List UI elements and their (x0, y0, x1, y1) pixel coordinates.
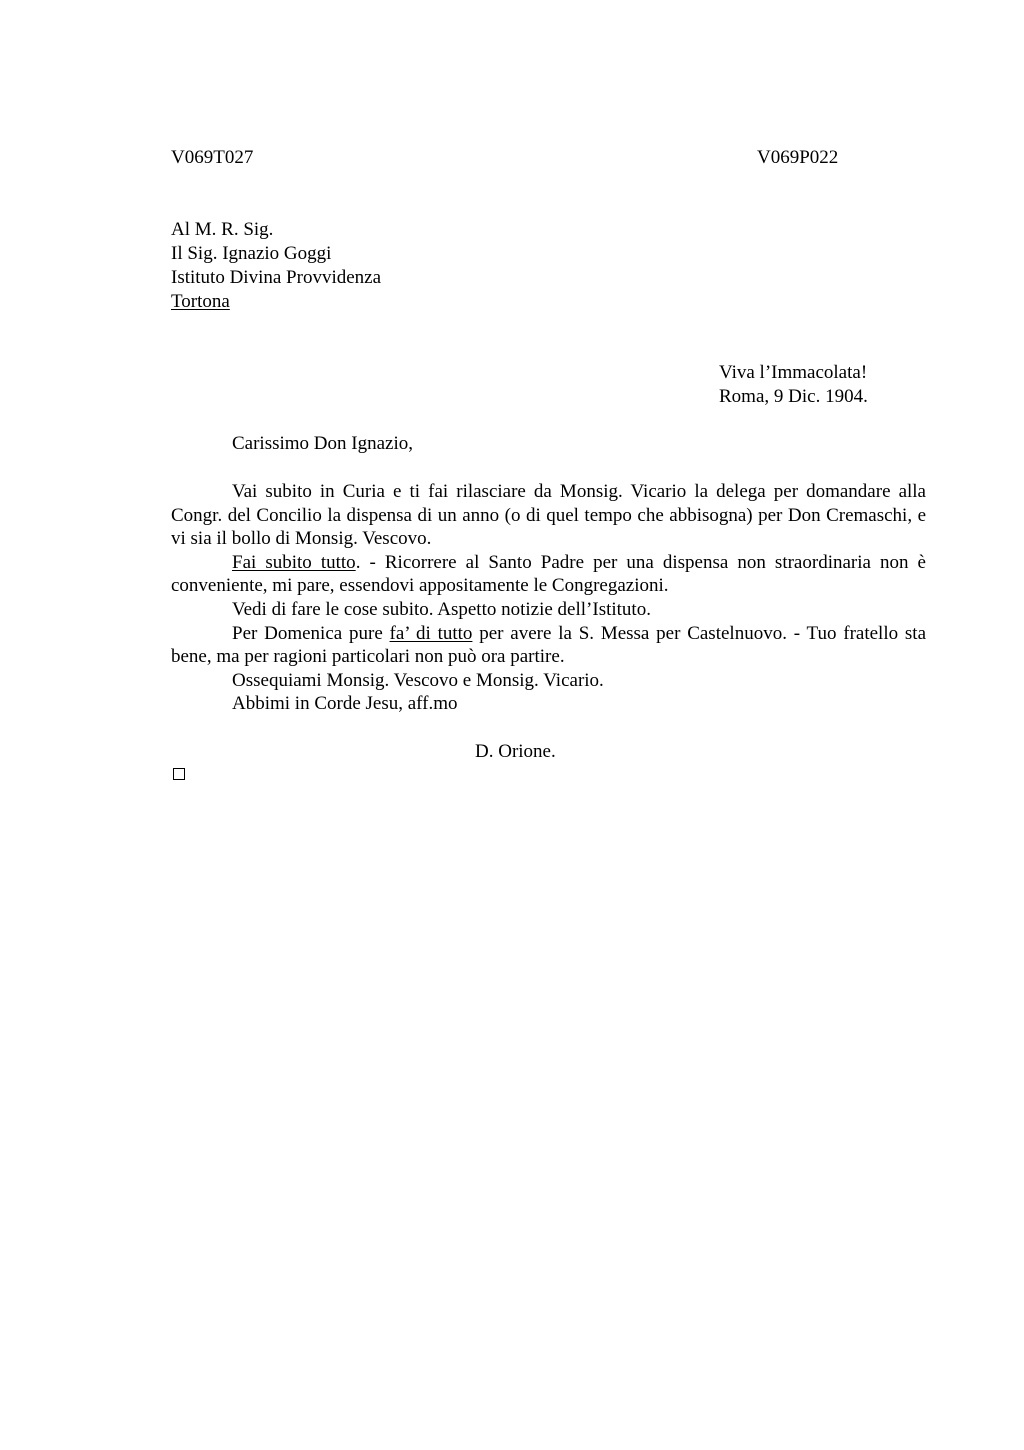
letter-body (171, 480, 926, 716)
closing-line: Abbimi in Corde Jesu, aff.mo (232, 693, 458, 715)
salutation: Carissimo Don Ignazio, (232, 433, 414, 454)
address-city: Tortona (171, 291, 230, 312)
heading-motto: Viva l’Immacolata! (719, 362, 868, 383)
paragraph-4-start: Per Domenica pure (232, 622, 390, 644)
paragraph-3: Vedi di fare le cose subito. Aspetto notizie dell’Istituto. (232, 598, 651, 620)
paragraph-2-text: . - Ricorrere al Santo Padre per una dispensa non straordinaria non è conveniente, mi pare, essendovi appositamente le Congregazioni. (171, 551, 926, 597)
underlined-phrase: fa’ di tutto (389, 622, 473, 644)
paragraph-1: Vai subito in Curia e ti fai rilasciare da Monsig. Vicario la delega per domandare alla Congr. del Concilio la dispensa di un anno (o di quel tempo che abbisogna) per Don Cremaschi, e vi sia il bollo di Monsig. Vescovo. (171, 481, 926, 550)
heading-place-date: Roma, 9 Dic. 1904. (719, 386, 868, 407)
paragraph-4 (171, 622, 926, 669)
address-line-2: Il Sig. Ignazio Goggi (171, 243, 332, 264)
paragraph-5: Ossequiami Monsig. Vescovo e Monsig. Vicario. (232, 669, 604, 691)
signature: D. Orione. (475, 741, 556, 762)
end-marker-box (173, 768, 185, 780)
address-line-3: Istituto Divina Provvidenza (171, 267, 382, 288)
document-code-right: V069P022 (757, 147, 839, 168)
document-code-left: V069T027 (171, 147, 254, 168)
address-line-1: Al M. R. Sig. (171, 219, 274, 240)
underlined-phrase: Fai subito tutto (232, 551, 356, 573)
paragraph-4-text: per avere la S. Messa per Castelnuovo. - Tuo fratello sta bene, ma per ragioni particolari non può ora partire. (171, 622, 926, 668)
paragraph-2 (171, 551, 926, 598)
